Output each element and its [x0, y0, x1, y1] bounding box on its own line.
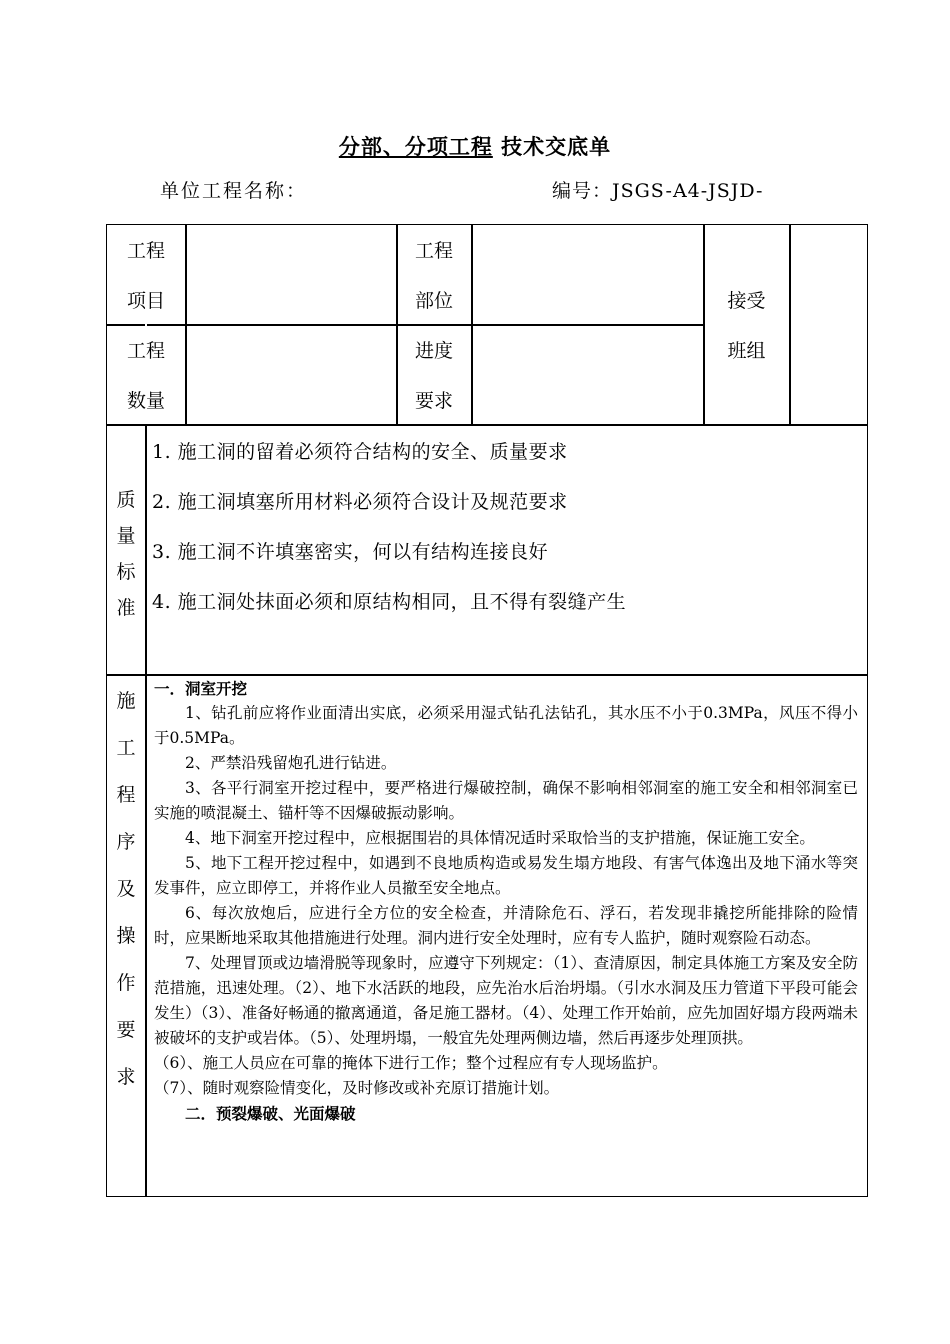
label-char: 量: [116, 525, 136, 547]
label-char: 质: [116, 489, 136, 511]
section-heading-1: 一．洞室开挖: [154, 679, 248, 698]
quality-item: 3. 施工洞不许填塞密实，何以有结构连接良好: [152, 541, 549, 563]
label-line: 工程: [126, 340, 165, 362]
label-char: 作: [116, 972, 136, 994]
label-line: 进度: [414, 340, 453, 362]
label-char: 施: [116, 690, 136, 712]
label-char: 准: [116, 597, 136, 619]
unit-name-label: 单位工程名称：: [160, 180, 308, 202]
col-divider-5: [789, 225, 791, 424]
label-line: 接受: [727, 290, 766, 312]
project-quantity-label: [107, 333, 185, 433]
title-underlined: 分部、分项工程: [338, 134, 493, 159]
row-divider-2: [107, 424, 867, 426]
procedure-paragraph: 7、处理冒顶或边墙滑脱等现象时，应遵守下列规定：（1）、查清原因，制定具体施工方案及安全防范措施，迅速处理。（2）、地下水活跃的地段，应先治水后治坍塌。（引水水洞及压力管道下平段可能会发生）（3）、准备好畅通的撤离通道，备足施工器材。（4）、处理工作开始前，应先加固好塌方段两端未被破坏的支护或岩体。（5）、处理坍塌，一般宜先处理两侧边墙，然后再逐步处理顶拱。: [154, 954, 858, 1047]
procedure-paragraph: 5、地下工程开挖过程中，如遇到不良地质构造或易发生塌方地段、有害气体逸出及地下涌水等突发事件，应立即停工，并将作业人员撤至安全地点。: [154, 854, 858, 897]
procedure-text: [154, 676, 858, 1126]
quality-items: [152, 432, 626, 632]
label-line: 要求: [414, 390, 453, 412]
project-item-label: [107, 233, 185, 333]
project-location-label: [397, 233, 471, 333]
procedure-paragraph: 1、钻孔前应将作业面清出实底，必须采用湿式钻孔法钻孔，其水压不小于0.3MPa，风压不得小于0.5MPa。: [154, 704, 858, 747]
procedure-paragraph: 2、严禁沿残留炮孔进行钻进。: [185, 754, 397, 772]
label-char: 操: [116, 925, 136, 947]
label-char: 标: [116, 561, 136, 583]
procedure-paragraph: 6、每次放炮后，应进行全方位的安全检查，并清除危石、浮石，若发现非撬挖所能排除的险情时，应果断地采取其他措施进行处理。洞内进行安全处理时，应有专人监护，随时观察险石动态。: [154, 904, 858, 947]
label-char: 求: [116, 1066, 136, 1088]
procedure-sub-item: （7）、随时观察险情变化，及时修改或补充原订措施计划。: [154, 1079, 560, 1097]
procedure-label: [107, 683, 145, 1106]
label-line: 部位: [414, 290, 453, 312]
procedure-sub-item: （6）、施工人员应在可靠的掩体下进行工作；整个过程应有专人现场监护。: [154, 1054, 668, 1072]
title-rest: 技术交底单: [492, 134, 612, 159]
progress-req-label: [397, 333, 471, 433]
quality-standard-label: [107, 483, 145, 627]
label-line: 数量: [126, 390, 165, 412]
procedure-paragraph: 4、地下洞室开挖过程中，应根据围岩的具体情况适时采取恰当的支护措施，保证施工安全。: [185, 829, 815, 847]
label-line: 项目: [126, 290, 165, 312]
label-line: 工程: [414, 240, 453, 262]
quality-item: 2. 施工洞填塞所用材料必须符合设计及规范要求: [152, 491, 568, 513]
label-char: 要: [116, 1019, 136, 1041]
label-char: 及: [116, 878, 136, 900]
label-line: 班组: [727, 340, 766, 362]
document-title: [0, 131, 950, 161]
procedure-paragraph: 3、各平行洞室开挖过程中，要严格进行爆破控制，确保不影响相邻洞室的施工安全和相邻洞室已实施的喷混凝土、锚杆等不因爆破振动影响。: [154, 779, 858, 822]
section-heading-2: 二．预裂爆破、光面爆破: [185, 1104, 356, 1123]
label-char: 工: [116, 737, 136, 759]
quality-item: 1. 施工洞的留着必须符合结构的安全、质量要求: [152, 441, 568, 463]
label-char: 程: [116, 784, 136, 806]
label-char: 序: [116, 831, 136, 853]
label-line: 工程: [126, 240, 165, 262]
code-label: 编号：JSGS-A4-JSJD-: [552, 180, 764, 202]
quality-item: 4. 施工洞处抹面必须和原结构相同，且不得有裂缝产生: [152, 591, 627, 613]
receive-team-label: [704, 283, 789, 383]
